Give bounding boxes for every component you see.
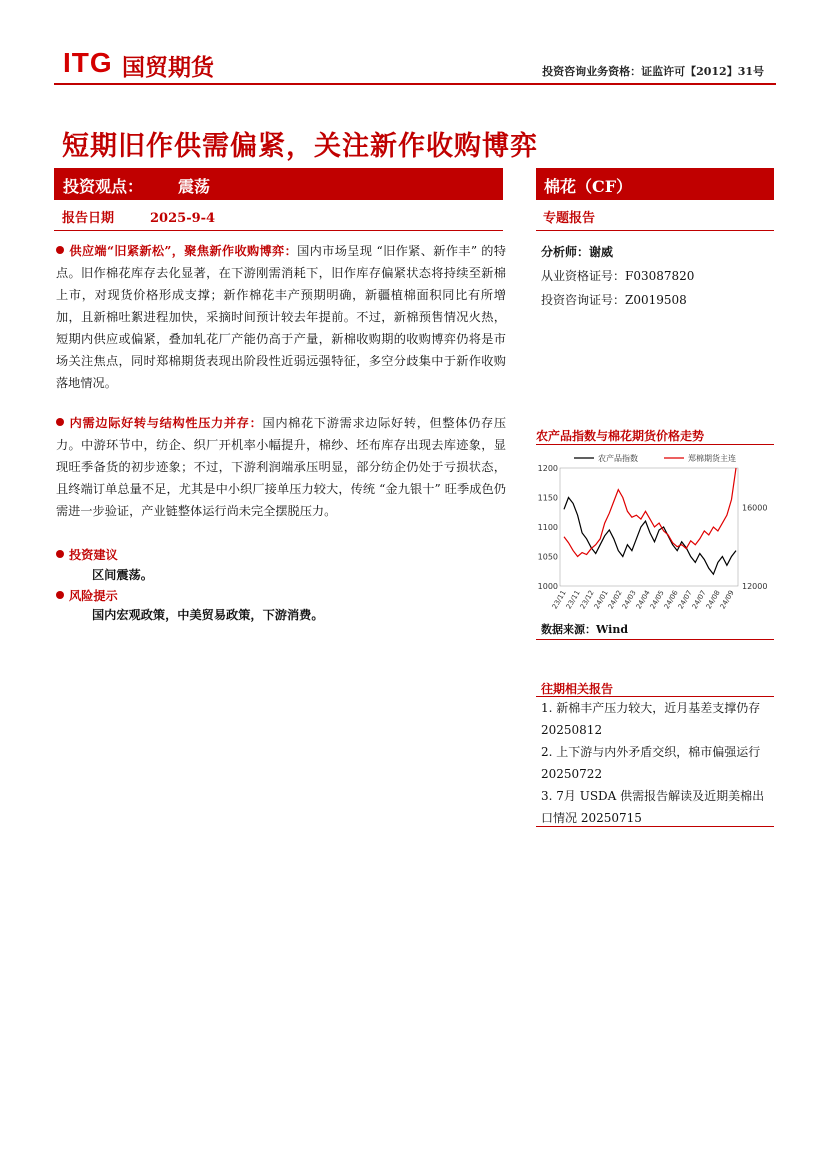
report-date-label: 报告日期 [62, 211, 115, 226]
legend-label: 郑棉期货主连 [688, 454, 736, 463]
past-reports-list [541, 697, 774, 829]
product-bar [536, 168, 774, 200]
report-date [62, 207, 215, 226]
risk-heading: 风险提示 [69, 589, 118, 603]
view-label: 投资观点： [63, 177, 144, 196]
chart-source: 数据来源：Wind [541, 623, 629, 636]
bullet-icon [56, 246, 64, 254]
x-tick-label: 24/04 [634, 589, 652, 611]
point-demand [56, 412, 506, 522]
bullet-icon [56, 418, 64, 426]
plot-frame [560, 468, 738, 586]
x-tick-label: 24/02 [606, 589, 624, 611]
point-heading: 内需边际好转与结构性压力并存： [69, 416, 263, 430]
past-report-item[interactable]: 3. 7月 USDA 供需报告解读及近期美棉出口情况 20250715 [541, 789, 765, 825]
point-text: 国内市场呈现 “旧作紧、新作丰” 的特点。旧作棉花库存去化显著，在下游刚需消耗下，旧作库存偏紧状态将持续至新棉上市，对现货价格形成支撑；新作棉花丰产预期明确，新疆植棉面积同比有所增加，且新棉吐絮进程加快，采摘时间预计较去年提前。不过，新棉预售情况火热，短期内供应或偏紧，叠加轧花厂产能仍高于产量，新棉收购期的收购博弈仍将是市场关注焦点，同时郑棉期货表现出阶段性近弱远强特征，多空分歧集中于新作收购落地情况。 [56, 244, 506, 390]
report-type: 专题报告 [543, 211, 596, 226]
product-name: 棉花（CF） [544, 177, 633, 196]
left-tick-label: 1050 [537, 552, 558, 562]
x-tick-label: 24/09 [718, 589, 736, 611]
x-tick-label: 24/07 [690, 589, 708, 611]
right-tick-label: 12000 [742, 582, 768, 591]
right-divider [536, 230, 774, 231]
left-tick-label: 1100 [537, 523, 558, 532]
qualification-text: 投资咨询业务资格：证监许可【2012】31号 [542, 65, 764, 78]
source-divider [536, 639, 774, 640]
right-tick-label: 16000 [742, 503, 768, 513]
logo-company-name: 国贸期货 [122, 55, 214, 81]
x-tick-label: 23/11 [564, 589, 582, 611]
page-title: 短期旧作供需偏紧，关注新作收购博弈 [62, 131, 538, 162]
left-tick-label: 1000 [537, 582, 558, 591]
bullet-icon [56, 591, 64, 599]
x-tick-label: 24/03 [620, 589, 638, 611]
series-line-2 [564, 468, 736, 557]
point-heading: 供应端“旧紧新松”，聚焦新作收购博弈： [69, 244, 298, 258]
logo-itg: ITG [63, 47, 113, 78]
header-divider [54, 83, 776, 85]
legend-label: 农产品指数 [598, 454, 638, 463]
bullet-icon [56, 550, 64, 558]
x-tick-label: 24/05 [648, 589, 666, 611]
chart-divider [536, 444, 774, 445]
x-tick-label: 24/08 [704, 589, 722, 611]
analyst-license-2: 投资咨询证号：Z0019508 [541, 293, 687, 307]
analyst-license-1: 从业资格证号：F03087820 [541, 269, 695, 283]
risk-text: 国内宏观政策，中美贸易政策，下游消费。 [92, 608, 324, 622]
analyst-name: 分析师：谢威 [541, 245, 614, 259]
past-report-item[interactable]: 2. 上下游与内外矛盾交织，棉市偏强运行 20250722 [541, 745, 761, 781]
view-bar [54, 168, 503, 200]
past-reports-end-line [536, 826, 774, 827]
advice-text: 区间震荡。 [92, 568, 153, 582]
view-value: 震荡 [178, 177, 211, 196]
left-tick-label: 1200 [537, 464, 558, 473]
left-tick-label: 1150 [537, 493, 558, 503]
risk-heading-row [56, 585, 506, 607]
point-text: 国内棉花下游需求边际好转，但整体仍存压力。中游环节中，纺企、织厂开机率小幅提升，棉纱、坯布库存出现去库迹象，显现旺季备货的初步迹象；不过，下游利润端承压明显，部分纺企仍处于亏损状态，且终端订单总量不足，尤其是中小织厂接单压力较大，传统 “金九银十” 旺季成色仍需进一步验证，产业链整体运行尚未完全摆脱压力。 [56, 416, 507, 518]
report-date-value: 2025-9-4 [150, 211, 216, 226]
point-supply [56, 240, 506, 394]
price-chart [536, 446, 774, 618]
series-line-1 [564, 498, 736, 575]
x-tick-label: 23/12 [578, 589, 596, 611]
past-reports-title: 往期相关报告 [541, 682, 614, 696]
past-report-item[interactable]: 1. 新棉丰产压力较大，近月基差支撑仍存 20250812 [541, 701, 761, 737]
x-tick-label: 24/07 [676, 589, 694, 611]
x-tick-label: 24/06 [662, 589, 680, 611]
x-tick-label: 23/11 [550, 589, 568, 611]
left-divider [54, 230, 503, 231]
advice-heading-row [56, 544, 506, 566]
x-tick-label: 24/01 [592, 589, 610, 611]
chart-title: 农产品指数与棉花期货价格走势 [536, 429, 705, 443]
advice-heading: 投资建议 [69, 548, 118, 562]
